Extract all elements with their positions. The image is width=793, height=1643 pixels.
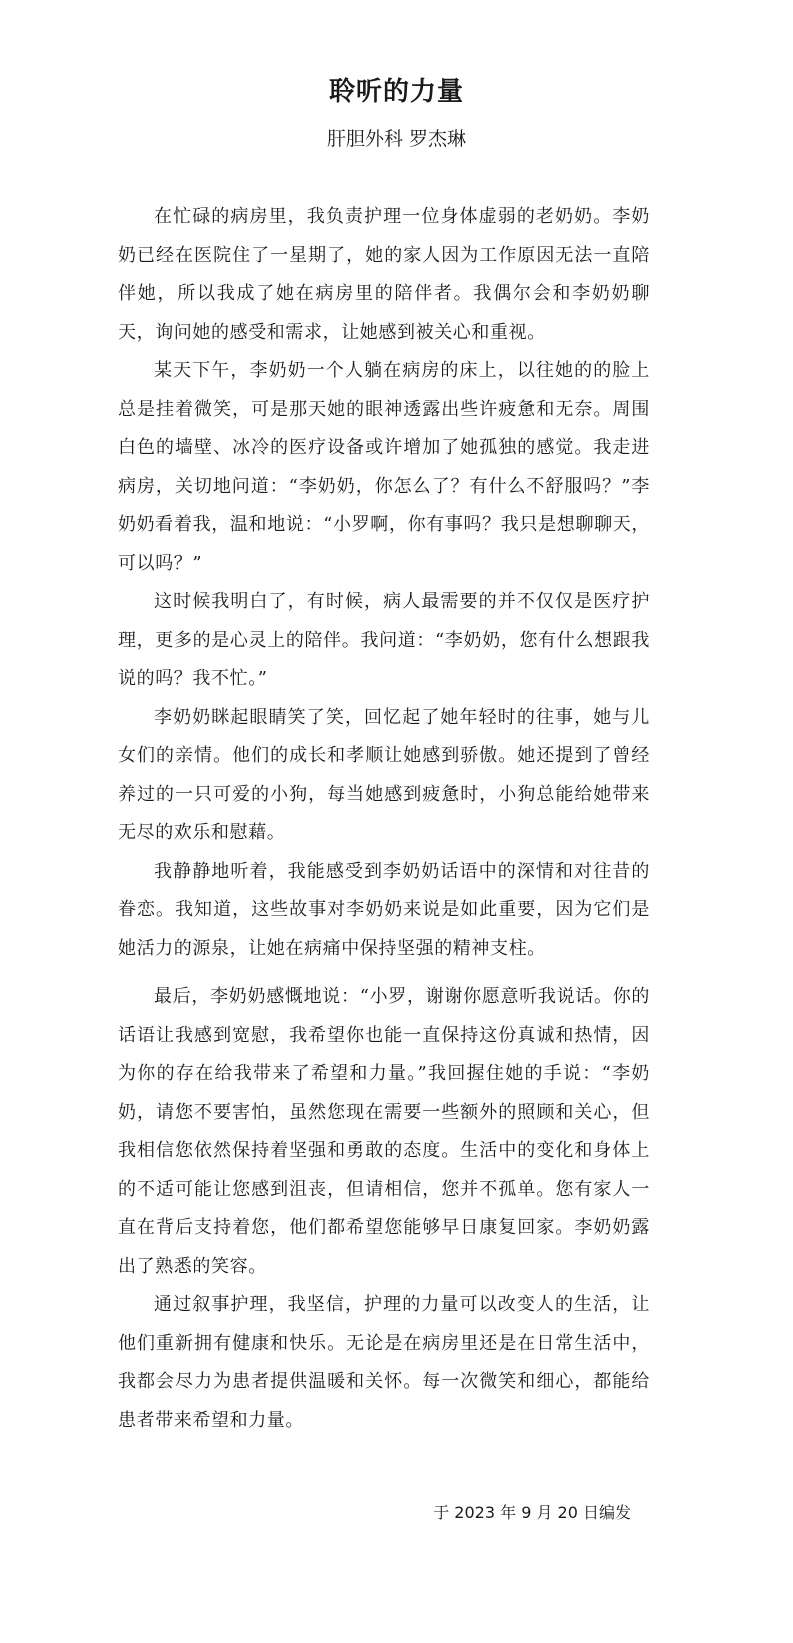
paragraph-6: 最后，李奶奶感慨地说：“小罗，谢谢你愿意听我说话。你的话语让我感到宽慰，我希望你也能一直保持这份真诚和热情，因为你的存在给我带来了希望和力量。”我回握住她的手说：“李奶奶，请您不要害怕，虽然您现在需要一些额外的照顾和关心，但我相信您依然保持着坚强和勇敢的态度。生活中的变化和身体上的不适可能让您感到沮丧，但请相信，您并不孤单。您有家人一直在背后支持着您，他们都希望您能够早日康复回家。李奶奶露出了熟悉的笑容。	[118, 986, 650, 1277]
paragraph-1: 在忙碌的病房里，我负责护理一位身体虚弱的老奶奶。李奶奶已经在医院住了一星期了，她的家人因为工作原因无法一直陪伴她，所以我成了她在病房里的陪伴者。我偶尔会和李奶奶聊天，询问她的感受和需求，让她感到被关心和重视。	[118, 206, 650, 343]
date-note: 于 2023 年 9 月 20 日编发	[433, 1503, 631, 1522]
paragraph-2: 某天下午，李奶奶一个人躺在病房的床上，以往她的的脸上总是挂着微笑，可是那天她的眼神透露出些许疲惫和无奈。周围白色的墙壁、冰冷的医疗设备或许增加了她孤独的感觉。我走进病房，关切地问道：“李奶奶，你怎么了？有什么不舒服吗？”李奶奶看着我，温和地说：“小罗啊，你有事吗？我只是想聊聊天，可以吗？”	[118, 360, 650, 574]
document-title: 聆听的力量	[328, 77, 464, 107]
author-line: 肝胆外科 罗杰琳	[326, 128, 467, 150]
paragraph-4: 李奶奶眯起眼睛笑了笑，回忆起了她年轻时的往事，她与儿女们的亲情。他们的成长和孝顺让她感到骄傲。她还提到了曾经养过的一只可爱的小狗，每当她感到疲惫时，小狗总能给她带来无尽的欢乐和慰藉。	[118, 706, 650, 843]
paragraph-5: 我静静地听着，我能感受到李奶奶话语中的深情和对往昔的眷恋。我知道，这些故事对李奶奶来说是如此重要，因为它们是她活力的源泉，让她在病痛中保持坚强的精神支柱。	[118, 860, 650, 959]
article-body	[118, 198, 650, 1440]
paragraph-3: 这时候我明白了，有时候，病人最需要的并不仅仅是医疗护理，更多的是心灵上的陪伴。我问道：“李奶奶，您有什么想跟我说的吗？我不忙。”	[118, 591, 650, 689]
paragraph-7: 通过叙事护理，我坚信，护理的力量可以改变人的生活，让他们重新拥有健康和快乐。无论是在病房里还是在日常生活中，我都会尽力为患者提供温暖和关怀。每一次微笑和细心，都能给患者带来希望和力量。	[118, 1294, 650, 1431]
